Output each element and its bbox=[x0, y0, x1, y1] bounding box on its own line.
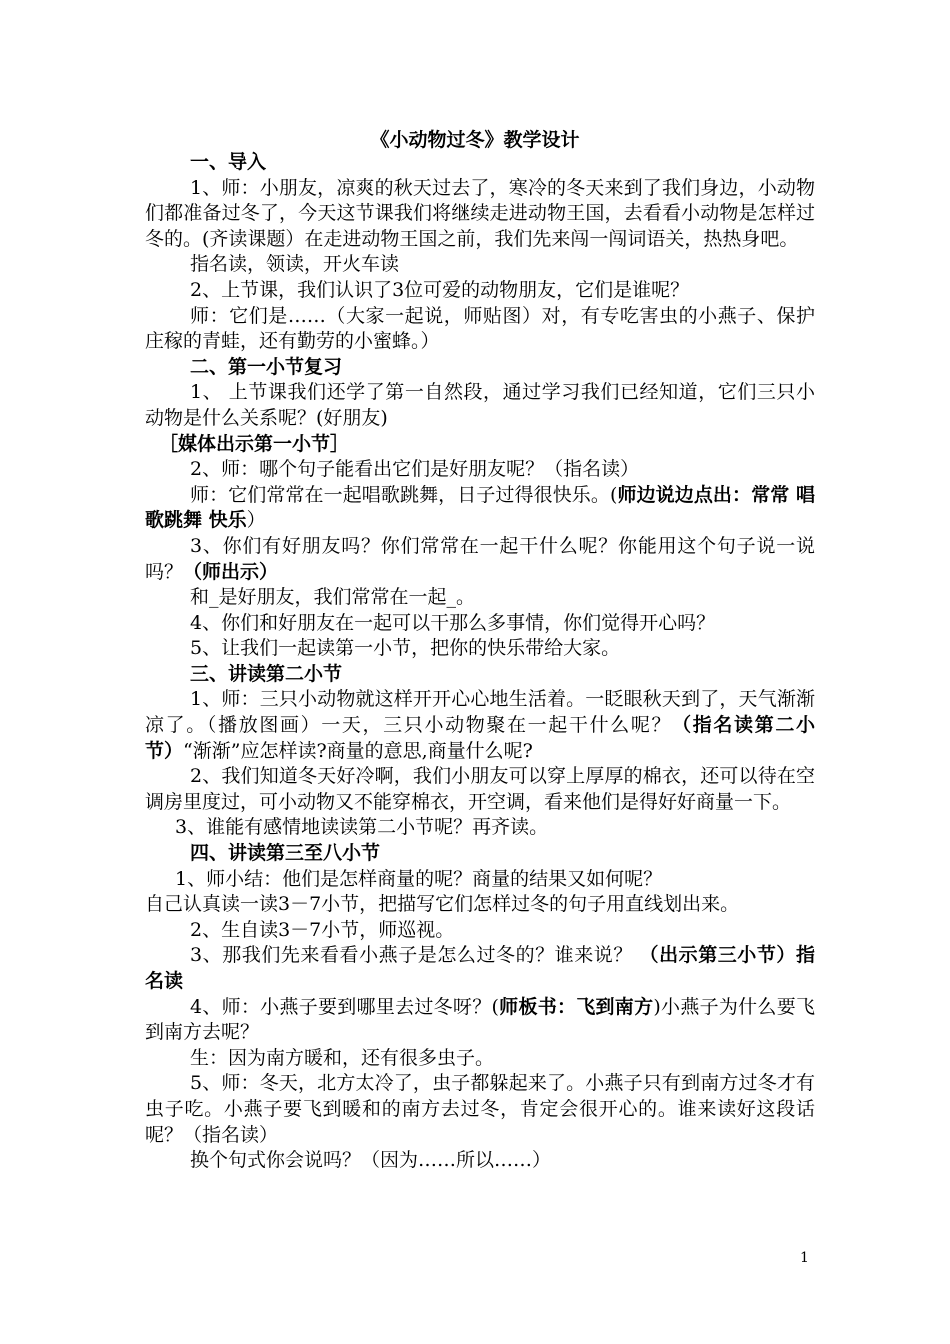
document-body bbox=[145, 150, 815, 1174]
emphasis-text: （师出示） bbox=[183, 560, 279, 583]
paragraph bbox=[145, 687, 815, 764]
paragraph-text: 1、师：三只小动物就这样开开心心地生活着。一眨眼秋天到了，天气渐渐凉了。（播放图画）一天，三只小动物聚在一起干什么呢？ bbox=[145, 688, 815, 737]
page-number: 1 bbox=[800, 1250, 809, 1266]
paragraph: 4、你们和好朋友在一起可以干那么多事情，你们觉得开心吗？ bbox=[190, 611, 716, 634]
paragraph-text: 3、那我们先来看看小燕子是怎么过冬的？谁来说？ bbox=[190, 944, 640, 967]
section-heading: 四、讲读第三至八小节 bbox=[190, 842, 381, 865]
paragraph: 1、师：小朋友，凉爽的秋天过去了，寒冷的冬天来到了我们身边，小动物们都准备过冬了，今天这节课我们将继续走进动物王国，去看看小动物是怎样过冬的。(齐读课题）在走进动物王国之前，我们先来闯一闯词语关，热热身吧。 bbox=[145, 176, 815, 250]
emphasis-text: 师边说边点出：常常 唱歌跳舞 快乐 bbox=[145, 483, 815, 532]
paragraph: 生：因为南方暖和，还有很多虫子。 bbox=[190, 1046, 495, 1069]
section-heading: 一、导入 bbox=[190, 151, 267, 173]
media-note: ［媒体出示第一小节］ bbox=[159, 432, 350, 455]
paragraph: 2、我们知道冬天好冷啊，我们小朋友可以穿上厚厚的棉衣，还可以待在空调房里度过，可小动物又不能穿棉衣，开空调，看来他们是得好好商量一下。 bbox=[145, 765, 815, 813]
emphasis-text: （指名读第二小节） bbox=[145, 714, 815, 762]
paragraph bbox=[145, 943, 815, 994]
paragraph: 3、谁能有感情地读读第二小节呢？再齐读。 bbox=[175, 816, 549, 839]
paragraph bbox=[145, 483, 815, 534]
paragraph: 1、 上节课我们还学了第一自然段，通过学习我们已经知道，它们三只小动物是什么关系呢？(好朋友) bbox=[145, 381, 815, 429]
section-heading: 二、第一小节复习 bbox=[190, 355, 343, 378]
paragraph-text: )小燕子为什么要飞到南方去呢？ bbox=[145, 995, 815, 1044]
paragraph-text: 3、你们有好朋友吗？你们常常在一起干什么呢？你能用这个句子说一说吗？ bbox=[145, 534, 815, 583]
paragraph bbox=[145, 995, 815, 1046]
paragraph: 5、师：冬天，北方太冷了，虫子都躲起来了。小燕子只有到南方过冬才有虫子吃。小燕子要飞到暖和的南方去过冬，肯定会很开心的。谁来读好这段话呢？（指名读） bbox=[145, 1072, 815, 1146]
emphasis-text: 师板书：飞到南方 bbox=[498, 995, 654, 1018]
paragraph: 换个句式你会说吗？（因为……所以……） bbox=[190, 1149, 552, 1172]
paragraph: 自己认真读一读3－7小节，把描写它们怎样过冬的句子用直线划出来。 bbox=[145, 893, 740, 916]
paragraph: 和_是好朋友，我们常常在一起_。 bbox=[190, 586, 476, 609]
paragraph: 2、生自读3－7小节，师巡视。 bbox=[190, 918, 455, 941]
paragraph: 师：它们是……（大家一起说，师贴图）对，有专吃害虫的小燕子、保护庄稼的青蛙，还有勤劳的小蜜蜂。） bbox=[145, 304, 815, 353]
paragraph bbox=[145, 534, 815, 585]
paragraph: 指名读，领读，开火车读 bbox=[190, 253, 400, 276]
emphasis-text: （出示第三小节）指名读 bbox=[145, 944, 815, 992]
paragraph: 2、上节课，我们认识了3位可爱的动物朋友，它们是谁呢？ bbox=[190, 278, 690, 301]
paragraph-text: 4、师：小燕子要到哪里去过冬呀？( bbox=[190, 995, 499, 1018]
paragraph: 5、让我们一起读第一小节，把你的快乐带给大家。 bbox=[190, 637, 621, 660]
paragraph: 2、师：哪个句子能看出它们是好朋友呢？（指名读） bbox=[190, 458, 640, 481]
paragraph-text: “渐渐”应怎样读?商量的意思,商量什么呢? bbox=[183, 739, 533, 762]
paragraph: 1、师小结：他们是怎样商量的呢？商量的结果又如何呢？ bbox=[175, 867, 663, 890]
document-title: 《小动物过冬》教学设计 bbox=[370, 129, 580, 151]
paragraph-text: 师：它们常常在一起唱歌跳舞，日子过得很快乐。( bbox=[190, 483, 618, 506]
paragraph-text: ） bbox=[246, 509, 266, 532]
section-heading: 三、讲读第二小节 bbox=[190, 662, 343, 685]
